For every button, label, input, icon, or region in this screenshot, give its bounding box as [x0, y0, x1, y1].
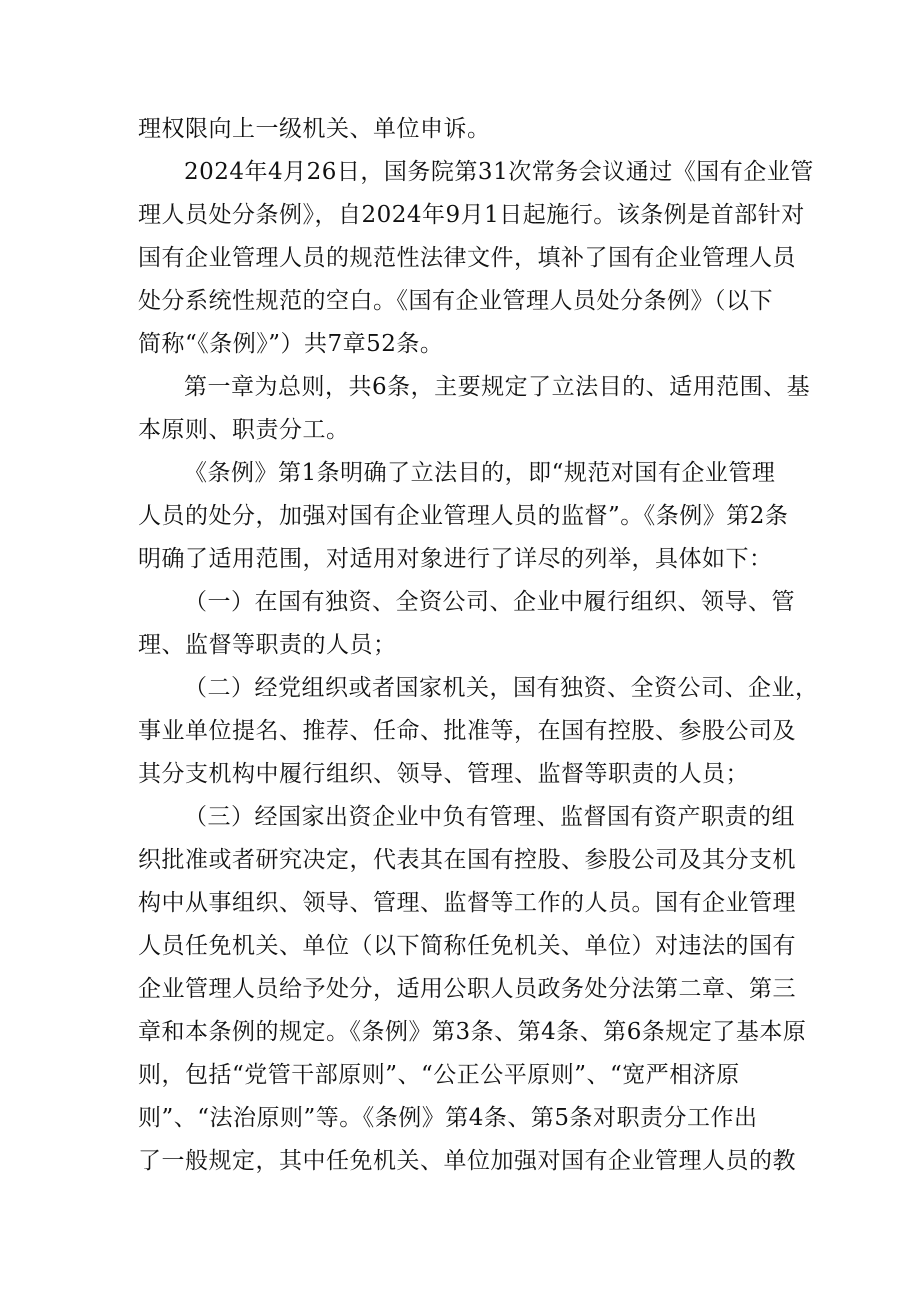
text-line: （二）经党组织或者国家机关，国有独资、全资公司、企业，	[184, 675, 819, 701]
text-line: 其分支机构中履行组织、领导、管理、监督等职责的人员；	[138, 761, 749, 787]
text-line: 简称“《条例》”）共7章52条。	[138, 331, 444, 357]
text-line: 人员的处分，加强对国有企业管理人员的监督”。《条例》第2条	[138, 503, 789, 529]
text-line: 则，包括“党管干部原则”、“公正公平原则”、“宽严相济原	[138, 1062, 740, 1088]
text-line: （三）经国家出资企业中负有管理、监督国有资产职责的组	[184, 804, 795, 830]
document-body-text	[138, 108, 819, 1183]
text-line: 本原则、职责分工。	[138, 417, 350, 443]
text-line: 国有企业管理人员的规范性法律文件，填补了国有企业管理人员	[138, 245, 796, 271]
text-line: 了一般规定，其中任免机关、单位加强对国有企业管理人员的教	[138, 1148, 796, 1174]
text-line: 人员任免机关、单位（以下简称任免机关、单位）对违法的国有	[138, 933, 796, 959]
text-line: 2024年4月26日，国务院第31次常务会议通过《国有企业管	[184, 159, 814, 185]
text-line: 章和本条例的规定。《条例》第3条、第4条、第6条规定了基本原	[138, 1019, 807, 1045]
text-line: 事业单位提名、推荐、任命、批准等，在国有控股、参股公司及	[138, 718, 796, 744]
text-line: 则”、“法治原则”等。《条例》第4条、第5条对职责分工作出	[138, 1105, 758, 1131]
text-line: 第一章为总则，共6条，主要规定了立法目的、适用范围、基	[184, 374, 811, 400]
text-line: 处分系统性规范的空白。《国有企业管理人员处分条例》（以下	[138, 288, 773, 314]
text-line: 明确了适用范围，对适用对象进行了详尽的列举，具体如下：	[138, 546, 773, 572]
text-line: 企业管理人员给予处分，适用公职人员政务处分法第二章、第三	[138, 976, 796, 1002]
text-line: 理、监督等职责的人员；	[138, 632, 397, 658]
text-line: 织批准或者研究决定，代表其在国有控股、参股公司及其分支机	[138, 847, 796, 873]
text-line: 理人员处分条例》，自2024年9月1日起施行。该条例是首部针对	[138, 202, 805, 228]
text-line: （一）在国有独资、全资公司、企业中履行组织、领导、管	[184, 589, 795, 615]
text-line: 理权限向上一级机关、单位申诉。	[138, 116, 491, 142]
text-line: 《条例》第1条明确了立法目的，即“规范对国有企业管理	[184, 460, 776, 486]
text-line: 构中从事组织、领导、管理、监督等工作的人员。国有企业管理	[138, 890, 796, 916]
